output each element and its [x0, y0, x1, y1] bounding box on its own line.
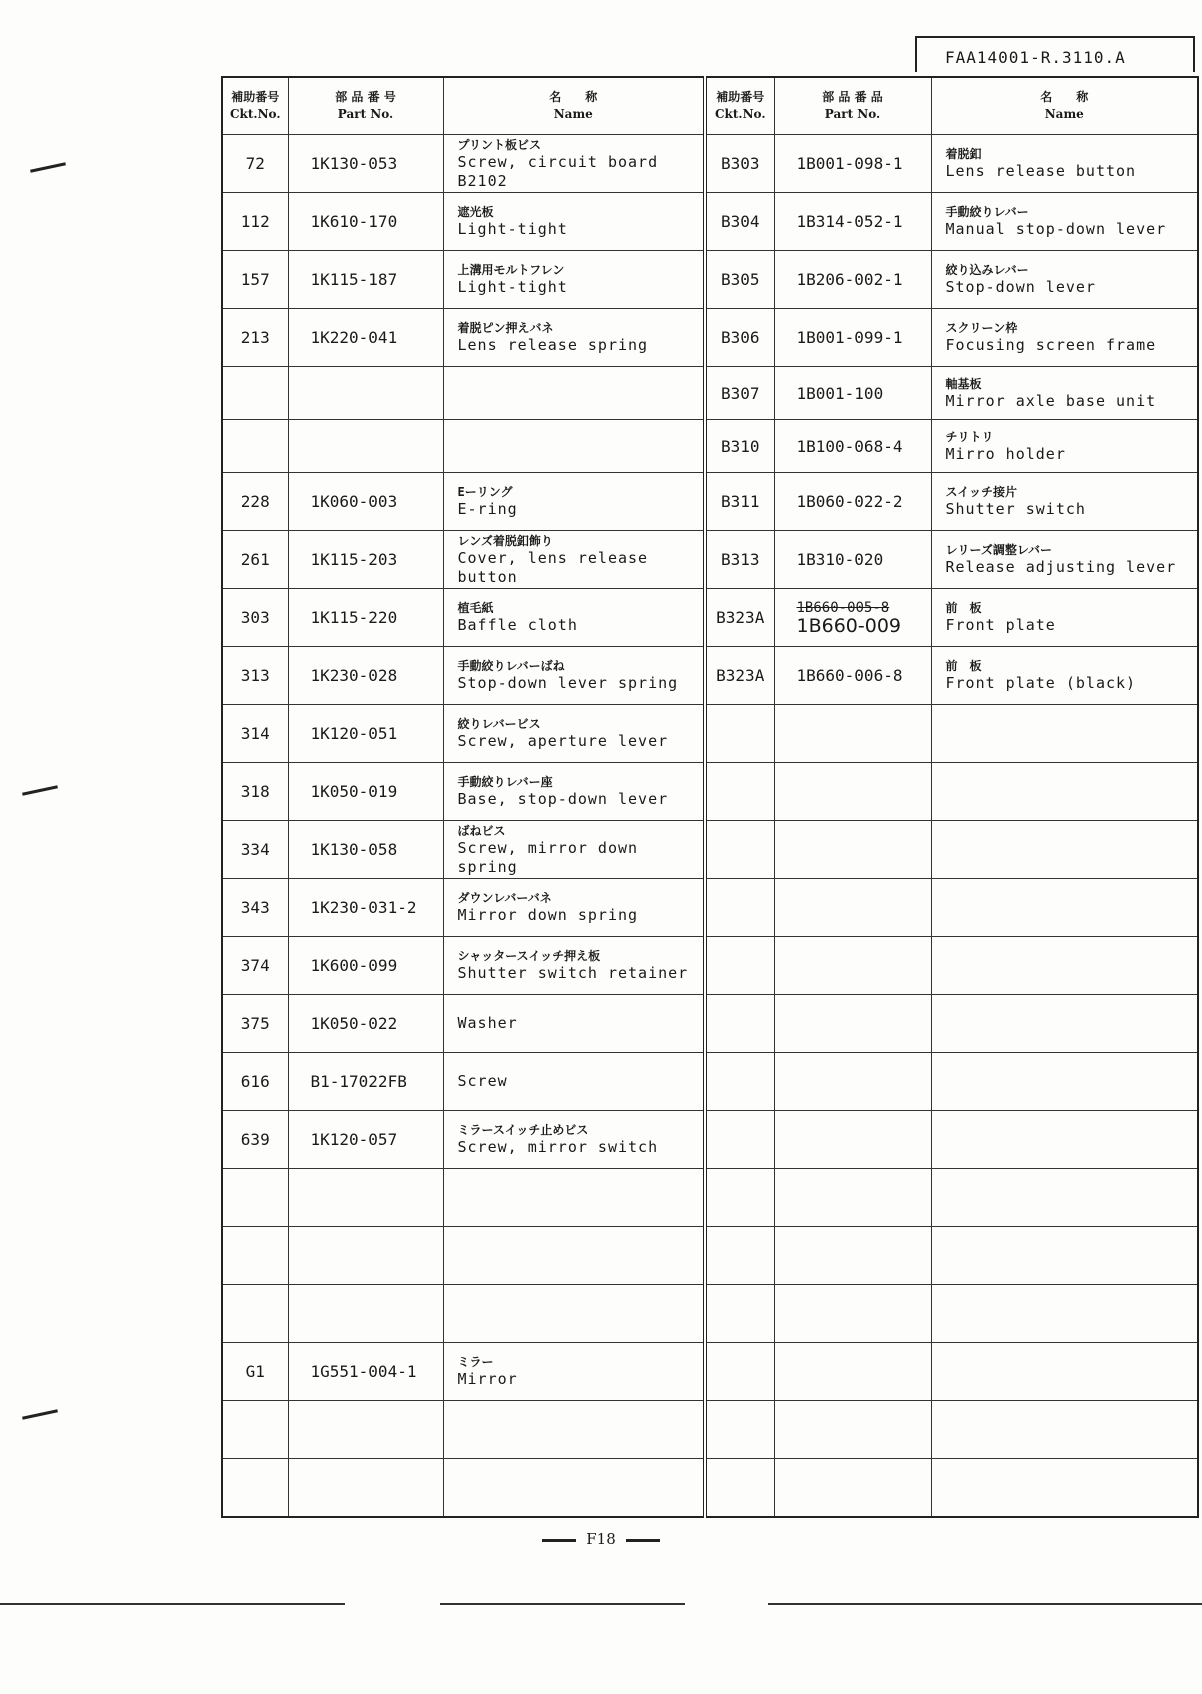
part-no-cell: [774, 589, 931, 647]
binder-hole-mark: [22, 785, 58, 795]
part-no-cell: 1B100-068-4: [774, 420, 931, 473]
table-row: [222, 705, 1198, 763]
name-cell: [443, 1401, 705, 1459]
ckt-no-cell: B323A: [705, 589, 774, 647]
name-cell: [443, 1459, 705, 1518]
name-english: Mirro holder: [945, 444, 1066, 463]
name-japanese: 遮光板: [457, 205, 494, 219]
part-no-cell: 1K115-203: [288, 531, 443, 589]
name-cell: [443, 473, 705, 531]
name-cell: [443, 420, 705, 473]
ckt-no-cell: 261: [222, 531, 288, 589]
part-no-cell: [774, 1227, 931, 1285]
name-cell: [931, 1401, 1198, 1459]
name-cell: [931, 879, 1198, 937]
table-row: [222, 763, 1198, 821]
name-japanese: シャッタースイッチ押え板: [457, 949, 601, 963]
part-no-cell: 1B206-002-1: [774, 251, 931, 309]
table-row: [222, 879, 1198, 937]
ckt-no-cell: [222, 1285, 288, 1343]
ckt-no-cell: 616: [222, 1053, 288, 1111]
name-english: Stop-down lever spring: [457, 674, 679, 692]
name-cell: [443, 251, 705, 309]
ckt-no-cell: B306: [705, 309, 774, 367]
name-cell: [931, 1459, 1198, 1518]
name-cell: [931, 251, 1198, 309]
ckt-no-cell: [705, 1053, 774, 1111]
part-no-cell: [774, 1401, 931, 1459]
ckt-no-cell: 112: [222, 193, 288, 251]
header-row: [222, 77, 1198, 135]
name-english: Lens release spring: [457, 336, 649, 354]
name-japanese: プリント板ビス: [457, 137, 542, 152]
table-row: [222, 531, 1198, 589]
name-english: Screw, aperture lever: [457, 732, 669, 750]
table-row: [222, 937, 1198, 995]
table-row: [222, 1285, 1198, 1343]
part-no-cell: [774, 937, 931, 995]
name-japanese: 植毛紙: [457, 601, 494, 615]
ckt-no-cell: 72: [222, 135, 288, 193]
part-no-cell: [774, 879, 931, 937]
ckt-no-cell: 374: [222, 937, 288, 995]
name-cell: [931, 367, 1198, 420]
name-cell: [931, 937, 1198, 995]
ckt-no-cell: [705, 1401, 774, 1459]
page-footer: [0, 1530, 1202, 1548]
part-no-cell: 1K120-057: [288, 1111, 443, 1169]
ckt-no-cell: B311: [705, 473, 774, 531]
bottom-rule-center: [440, 1603, 685, 1605]
part-no-cell: [774, 1343, 931, 1401]
name-cell: [931, 1343, 1198, 1401]
part-no-cell: 1B060-022-2: [774, 473, 931, 531]
ckt-no-cell: [705, 1343, 774, 1401]
ckt-no-cell: [705, 1459, 774, 1518]
name-cell: [443, 763, 705, 821]
name-cell: [931, 647, 1198, 705]
name-english: Shutter switch: [945, 500, 1086, 518]
ckt-no-cell: 228: [222, 473, 288, 531]
name-cell: [931, 1169, 1198, 1227]
table-row: [222, 251, 1198, 309]
ckt-no-cell: [222, 1169, 288, 1227]
name-japanese: ダウンレバーバネ: [457, 891, 552, 905]
name-japanese: Eーリング: [457, 485, 513, 499]
table-row: [222, 1053, 1198, 1111]
ckt-no-cell: [705, 705, 774, 763]
name-cell: [931, 473, 1198, 531]
table-row: [222, 309, 1198, 367]
name-english: Shutter switch retainer: [457, 964, 689, 982]
part-no-cell: 1K600-099: [288, 937, 443, 995]
part-no-cell: [774, 995, 931, 1053]
parts-table: [221, 76, 1199, 1518]
name-cell: [443, 1053, 705, 1111]
part-no-cell: 1K220-041: [288, 309, 443, 367]
bottom-rule-right: [768, 1603, 1202, 1605]
table-row: [222, 1343, 1198, 1401]
header-part: 部 品 番 号 Part No.: [288, 77, 443, 135]
name-cell: [931, 821, 1198, 879]
ckt-no-cell: 157: [222, 251, 288, 309]
ckt-no-cell: [705, 1227, 774, 1285]
part-no-cell: 1K115-220: [288, 589, 443, 647]
name-english: Screw, mirror down spring: [457, 838, 639, 876]
ckt-no-cell: 343: [222, 879, 288, 937]
name-japanese: チリトリ: [945, 429, 994, 444]
ckt-no-cell: 334: [222, 821, 288, 879]
name-japanese: スイッチ接片: [945, 485, 1018, 499]
ckt-no-cell: [222, 420, 288, 473]
name-cell: [931, 589, 1198, 647]
name-japanese: ばねビス: [457, 823, 506, 838]
ckt-no-cell: B303: [705, 135, 774, 193]
part-no-cell: [774, 705, 931, 763]
binder-hole-mark: [30, 162, 66, 172]
name-cell: [931, 193, 1198, 251]
part-no-cell: 1K230-028: [288, 647, 443, 705]
part-no-cell: 1B001-099-1: [774, 309, 931, 367]
table-row: [222, 1401, 1198, 1459]
name-japanese: レリーズ調整レバー: [945, 543, 1053, 557]
ckt-no-cell: 213: [222, 309, 288, 367]
name-english: Manual stop-down lever: [945, 220, 1167, 238]
name-japanese: 手動絞りレバー: [945, 205, 1029, 219]
part-no-cell: 1G551-004-1: [288, 1343, 443, 1401]
ckt-no-cell: 318: [222, 763, 288, 821]
name-english: Front plate: [945, 616, 1056, 634]
name-japanese: 手動絞りレバー座: [457, 775, 553, 789]
name-japanese: ミラー: [457, 1355, 494, 1369]
table-row: [222, 420, 1198, 473]
ckt-no-cell: B313: [705, 531, 774, 589]
part-no-cell: 1K130-058: [288, 821, 443, 879]
name-cell: [443, 531, 705, 589]
name-cell: [443, 589, 705, 647]
name-cell: [931, 135, 1198, 193]
part-no-cell: 1B001-100: [774, 367, 931, 420]
name-cell: [443, 367, 705, 420]
table-row: [222, 135, 1198, 193]
name-japanese: レンズ着脱釦飾り: [457, 533, 553, 548]
table-row: [222, 647, 1198, 705]
part-no-cell: [774, 1111, 931, 1169]
ckt-no-cell: B307: [705, 367, 774, 420]
table-row: [222, 821, 1198, 879]
ckt-no-cell: [705, 1285, 774, 1343]
ckt-no-cell: [222, 367, 288, 420]
part-no-cell: [288, 1401, 443, 1459]
ckt-no-cell: [222, 1401, 288, 1459]
name-english: E-ring: [457, 500, 518, 518]
part-no-cell: 1K120-051: [288, 705, 443, 763]
part-no-cell: 1K060-003: [288, 473, 443, 531]
name-japanese: スクリーン枠: [945, 321, 1018, 335]
ckt-no-cell: 314: [222, 705, 288, 763]
name-japanese: 手動絞りレバーばね: [457, 659, 565, 673]
part-no-cell: [288, 1459, 443, 1518]
part-no-cell: [774, 1285, 931, 1343]
ckt-no-cell: [705, 1169, 774, 1227]
header-name-2: 名 称 Name: [931, 77, 1198, 135]
header-ckt: 補助番号 Ckt.No.: [222, 77, 288, 135]
name-english: Mirror: [457, 1370, 518, 1388]
name-cell: [931, 531, 1198, 589]
part-no-cell: [288, 1169, 443, 1227]
name-cell: [931, 309, 1198, 367]
name-english: Screw: [457, 1072, 508, 1090]
part-no-cell: [288, 1227, 443, 1285]
name-english: Light-tight: [457, 220, 568, 238]
bottom-rule-left: [0, 1603, 345, 1605]
ckt-no-cell: B323A: [705, 647, 774, 705]
page-number: F18: [586, 1530, 616, 1548]
name-japanese: 着脱釦: [945, 147, 982, 161]
name-cell: [931, 420, 1198, 473]
ckt-no-cell: 303: [222, 589, 288, 647]
name-cell: [443, 135, 705, 193]
name-cell: [443, 647, 705, 705]
part-no-cell: 1B314-052-1: [774, 193, 931, 251]
table-row: [222, 995, 1198, 1053]
ckt-no-cell: [705, 1111, 774, 1169]
name-cell: [931, 705, 1198, 763]
part-no-cell: [288, 420, 443, 473]
part-no-cell: 1K230-031-2: [288, 879, 443, 937]
part-no-cell: [774, 1169, 931, 1227]
ckt-no-cell: 375: [222, 995, 288, 1053]
part-no-cell: 1B001-098-1: [774, 135, 931, 193]
table-row: [222, 367, 1198, 420]
name-cell: [443, 1285, 705, 1343]
table-row: [222, 589, 1198, 647]
part-no-cell: [288, 1285, 443, 1343]
ckt-no-cell: B310: [705, 420, 774, 473]
table-row: [222, 1111, 1198, 1169]
name-english: Light-tight: [457, 278, 568, 296]
header-part-2: 部 品 番 品 Part No.: [774, 77, 931, 135]
table-row: [222, 1169, 1198, 1227]
part-no-cell: 1K050-019: [288, 763, 443, 821]
part-no-cell: [774, 1459, 931, 1518]
ckt-no-cell: B305: [705, 251, 774, 309]
part-no-cell: B1-17022FB: [288, 1053, 443, 1111]
part-no-cell: 1K115-187: [288, 251, 443, 309]
binder-hole-mark: [22, 1409, 58, 1419]
name-english: Cover, lens release button: [457, 548, 649, 586]
name-cell: [931, 1285, 1198, 1343]
name-cell: [931, 763, 1198, 821]
table-row: [222, 1459, 1198, 1518]
ckt-no-cell: B304: [705, 193, 774, 251]
part-no-cell: [774, 763, 931, 821]
part-no-cell: 1K130-053: [288, 135, 443, 193]
name-english: Release adjusting lever: [945, 558, 1177, 576]
document-reference: FAA14001-R.3110.A: [915, 36, 1195, 72]
ckt-no-cell: 639: [222, 1111, 288, 1169]
name-english: Mirror down spring: [457, 906, 639, 924]
name-cell: [931, 1111, 1198, 1169]
name-cell: [443, 1227, 705, 1285]
name-japanese: 前 板: [945, 601, 982, 615]
part-no-cell: [774, 821, 931, 879]
part-no-cell: 1K610-170: [288, 193, 443, 251]
ckt-no-cell: [222, 1227, 288, 1285]
ckt-no-cell: G1: [222, 1343, 288, 1401]
part-no-cell: 1B660-006-8: [774, 647, 931, 705]
name-cell: [931, 995, 1198, 1053]
header-ckt-2: 補助番号 Ckt.No.: [705, 77, 774, 135]
name-cell: [443, 821, 705, 879]
ckt-no-cell: [705, 763, 774, 821]
part-no-cell: 1K050-022: [288, 995, 443, 1053]
part-no-cell: [774, 1053, 931, 1111]
name-cell: [443, 1343, 705, 1401]
name-cell: [443, 705, 705, 763]
name-english: Screw, mirror switch: [457, 1138, 659, 1156]
table-row: [222, 473, 1198, 531]
name-cell: [443, 1111, 705, 1169]
name-english: Stop-down lever: [945, 278, 1096, 296]
ckt-no-cell: [222, 1459, 288, 1518]
name-cell: [443, 879, 705, 937]
ckt-no-cell: 313: [222, 647, 288, 705]
name-japanese: 絞り込みレバー: [945, 263, 1029, 277]
name-cell: [443, 193, 705, 251]
name-english: Lens release button: [945, 162, 1137, 180]
part-no-cell: [288, 367, 443, 420]
name-english: Screw, circuit board B2102: [457, 152, 659, 190]
name-japanese: 絞りレバービス: [457, 717, 541, 731]
name-japanese: 軸基板: [945, 376, 982, 391]
name-japanese: 前 板: [945, 659, 982, 673]
name-japanese: 着脱ピン押えバネ: [457, 321, 554, 335]
name-cell: [443, 937, 705, 995]
name-english: Focusing screen frame: [945, 336, 1157, 354]
table-row: [222, 1227, 1198, 1285]
name-english: Washer: [457, 1014, 518, 1032]
name-cell: [443, 995, 705, 1053]
ckt-no-cell: [705, 879, 774, 937]
name-japanese: ミラースイッチ止めビス: [457, 1123, 589, 1137]
table-row: [222, 193, 1198, 251]
name-cell: [443, 1169, 705, 1227]
struck-part-no: 1B660-005-8: [796, 599, 890, 616]
name-cell: [931, 1053, 1198, 1111]
part-no-cell: 1B310-020: [774, 531, 931, 589]
ckt-no-cell: [705, 995, 774, 1053]
name-japanese: 上溝用モルトフレン: [457, 263, 565, 277]
corrected-part-no: 1B660-009: [796, 614, 902, 637]
ckt-no-cell: [705, 937, 774, 995]
ckt-no-cell: [705, 821, 774, 879]
name-english: Baffle cloth: [457, 616, 578, 634]
header-name: 名 称 Name: [443, 77, 705, 135]
name-english: Mirror axle base unit: [945, 391, 1157, 410]
name-cell: [443, 309, 705, 367]
name-english: Front plate (black): [945, 674, 1137, 692]
name-english: Base, stop-down lever: [457, 790, 669, 808]
name-cell: [931, 1227, 1198, 1285]
